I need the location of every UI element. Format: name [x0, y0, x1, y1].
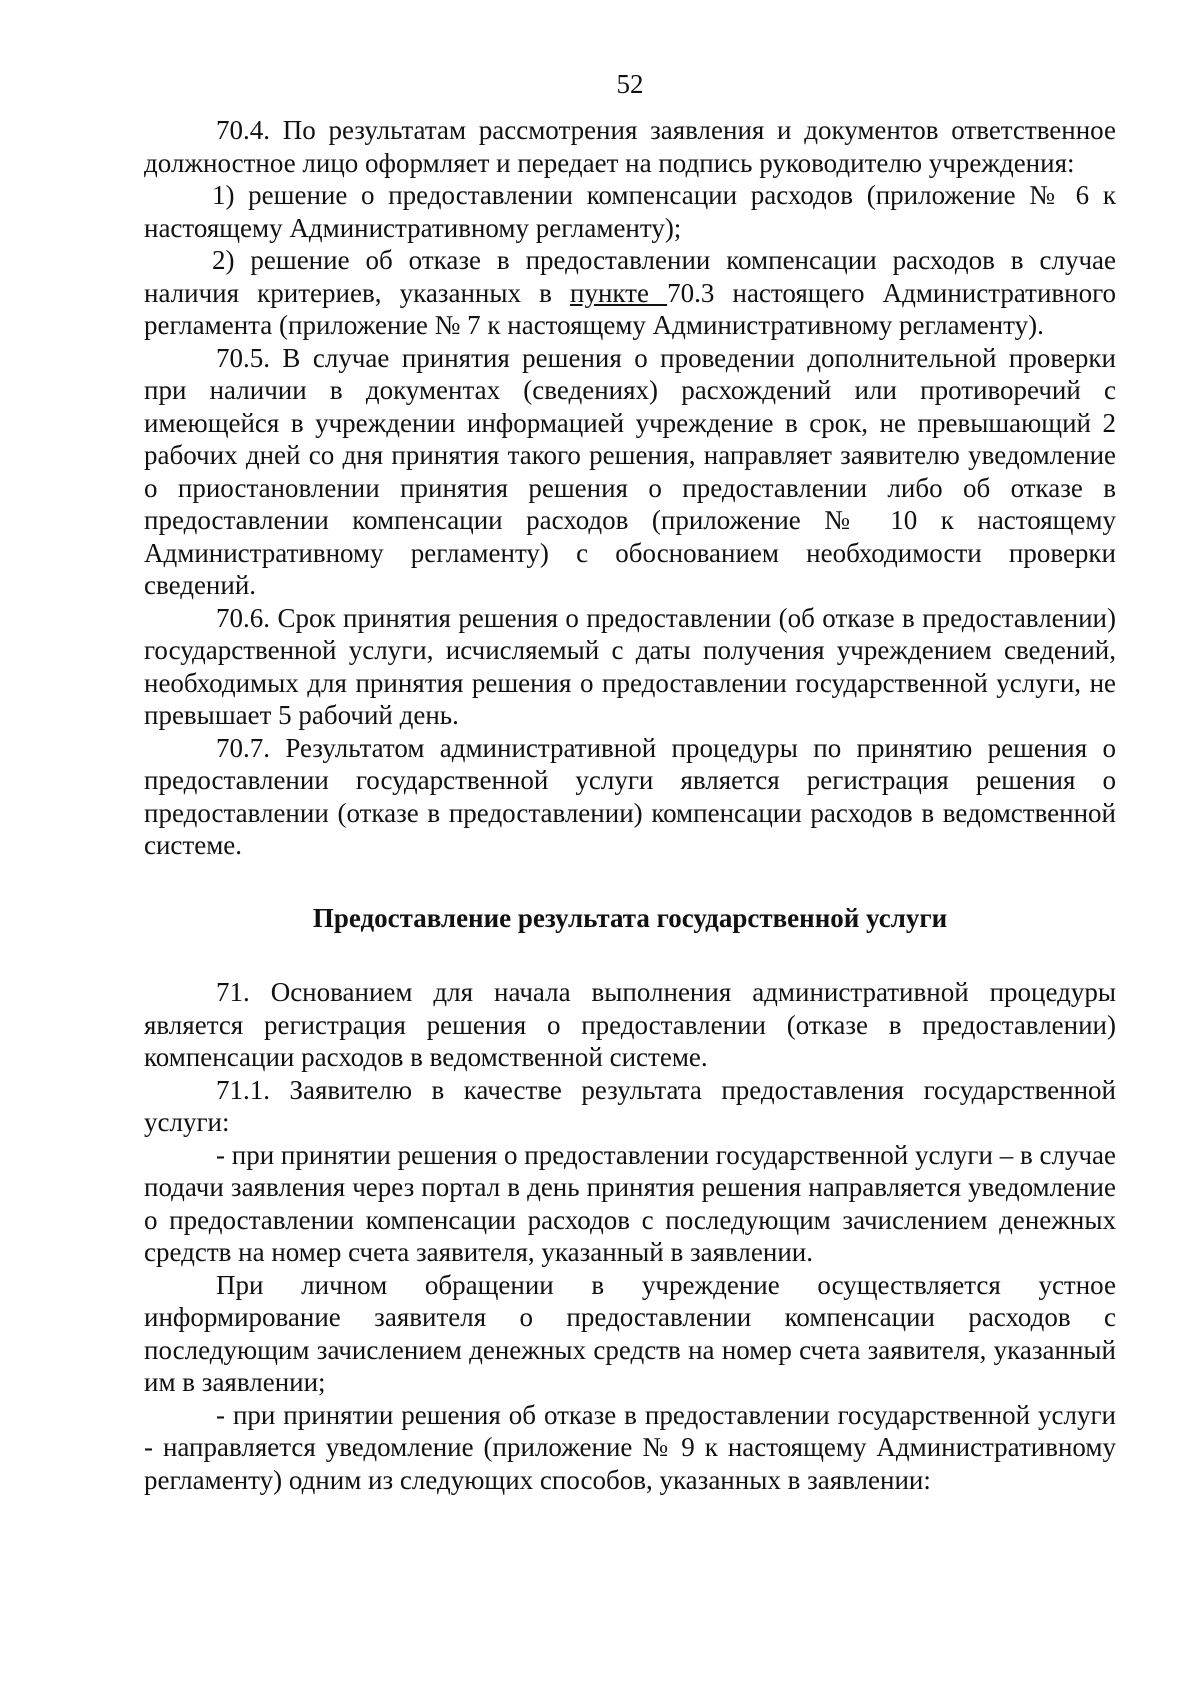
- paragraph-71: 71. Основанием для начала выполнения административной процедуры является регистрация решения о предоставлении (отказе в предоставлении) компенсации расходов в ведомственной системе.: [144, 977, 1116, 1072]
- paragraph-71-1-bullet-approval: - при принятии решения о предоставлении государственной услуги – в случае подачи заявления через портал в день принятия решения направляется уведомление о предоставлении компенсации расходов с последующим зачислением денежных средств на номер счета заявителя, указанный в заявлении.: [144, 1139, 1116, 1267]
- section-heading: Предоставление результата государственной услуги: [312, 902, 948, 933]
- paragraph-70-6: 70.6. Срок принятия решения о предоставлении (об отказе в предоставлении) государственной услуги, исчисляемый с даты получения учреждением сведений, необходимых для принятия решения о предоставлении государственной услуги, не превышает 5 рабочий день.: [144, 602, 1116, 730]
- paragraph-70-4: 70.4. По результатам рассмотрения заявления и документов ответственное должностное лицо оформляет и передает на подпись руководителю учреждения:: [144, 115, 1116, 178]
- paragraph-70-4-item-1: 1) решение о предоставлении компенсации расходов (приложение № 6 к настоящему Административному регламенту);: [144, 180, 1116, 243]
- page-number: 52: [616, 69, 644, 99]
- paragraph-70-5: 70.5. В случае принятия решения о проведении дополнительной проверки при наличии в документах (сведениях) расхождений или противоречий с имеющейся в учреждении информацией учреждение в срок, не превышающий 2 рабочих дней со дня принятия такого решения, направляет заявителю уведомление о приостановлении принятия решения о предоставлении либо об отказе в предоставлении компенсации расходов (приложение № 10 к настоящему Административному регламенту) с обоснованием необходимости проверки сведений.: [144, 342, 1116, 600]
- paragraph-71-1-in-person: При личном обращении в учреждение осуществляется устное информирование заявителя о предоставлении компенсации расходов с последующим зачислением денежных средств на номер счета заявителя, указанный им в заявлении;: [144, 1269, 1116, 1397]
- clause-reference-link[interactable]: пункте: [570, 277, 668, 308]
- paragraph-71-1-bullet-refusal: - при принятии решения об отказе в предоставлении государственной услуги - направляется уведомление (приложение № 9 к настоящему Административному регламенту) одним из следующих способов, указанных в заявлении:: [144, 1399, 1116, 1495]
- paragraph-70-4-item-2: [144, 244, 1116, 342]
- paragraph-70-7: 70.7. Результатом административной процедуры по принятию решения о предоставлении государственной услуги является регистрация решения о предоставлении (отказе в предоставлении) компенсации расходов в ведомственной системе.: [144, 732, 1116, 860]
- paragraph-71-1: 71.1. Заявителю в качестве результата предоставления государственной услуги:: [144, 1074, 1116, 1137]
- paragraph-70-4-item-2-text-end: 70.3 настоящего Административного регламента (приложение № 7 к настоящему Административному регламенту).: [144, 277, 1116, 340]
- paragraph-70-4-item-2-text-start: 2) решение об отказе в предоставлении компенсации расходов в случае наличия критериев, указанных в: [144, 245, 1116, 308]
